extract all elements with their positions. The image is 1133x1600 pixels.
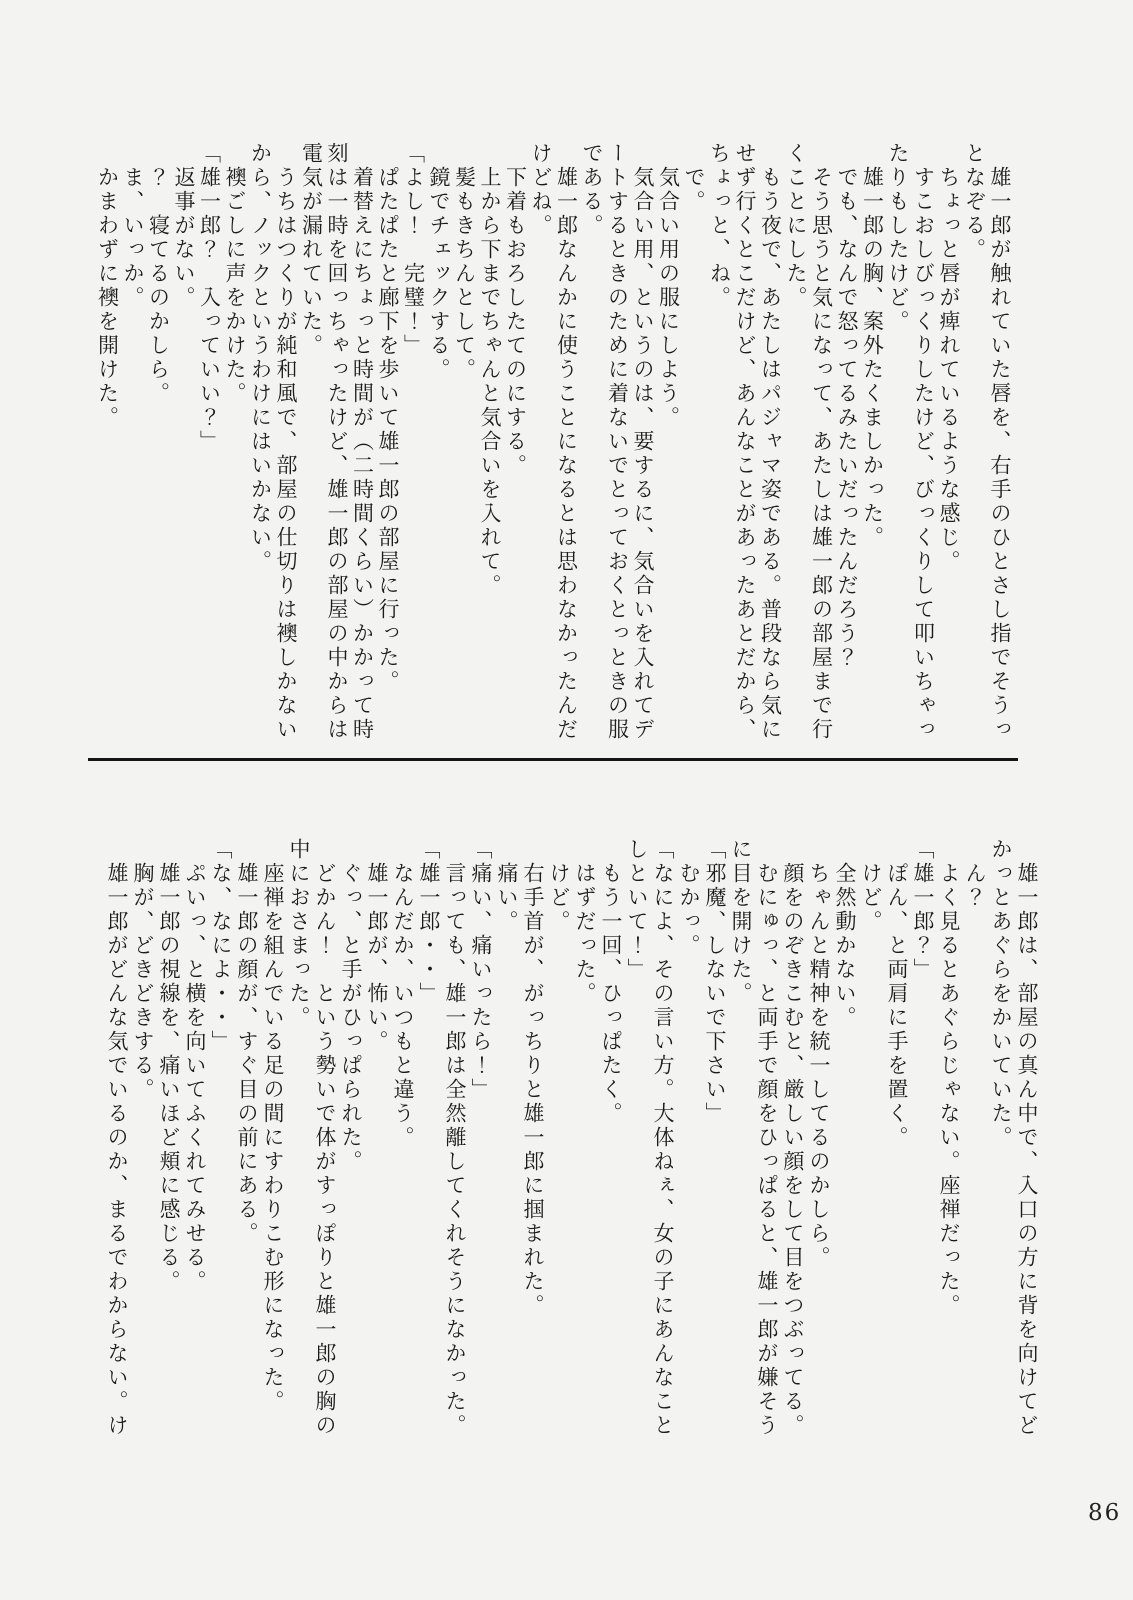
- paragraph-line: 雄一郎の視線を、痛いほど頬に感じる。: [157, 838, 181, 1294]
- paragraph-line: 着替えにちょっと時間が（二時間くらい）かかって時刻は一時を回っちゃったけど、雄一郎の部屋の中からは電気が漏れていた。: [299, 142, 375, 742]
- paragraph-line: 雄一郎が触れていた唇を、右手のひとさし指でそうっとなぞる。: [962, 142, 1012, 742]
- paragraph-line: どかん！ という勢いで体がすっぽりと雄一郎の胸の中におさまった。: [287, 838, 337, 1438]
- paragraph-line: うちはつくりが純和風で、部屋の仕切りは襖しかないから、ノックというわけにはいかない。: [248, 142, 298, 742]
- paragraph-line: 「雄一郎？ 入っていい？」: [197, 142, 222, 454]
- paragraph-line: 「な、なによ・・」: [209, 838, 233, 1054]
- paragraph-line: 痛い。: [495, 838, 519, 934]
- paragraph-line: 雄一郎なんかに使うことになるとは思わなかったんだけどね。: [529, 142, 579, 742]
- paragraph-line: そう思うと気になって、あたしは雄一郎の部屋まで行くことにした。: [784, 142, 834, 742]
- paragraph-line: けど。: [547, 838, 571, 934]
- paragraph-line: 雄一郎は、部屋の真ん中で、入口の方に背を向けてどかっとあぐらをかいていた。: [989, 838, 1039, 1438]
- paragraph-line: むかっ。: [677, 838, 701, 958]
- lower-text-block: [104, 838, 1040, 1442]
- paragraph-line: 「雄一郎・・」: [417, 838, 441, 1006]
- paragraph-line: もう一回、ひっぱたく。: [599, 838, 623, 1126]
- page-number: 86: [1088, 1500, 1122, 1526]
- upper-text-block: [94, 142, 1012, 746]
- paragraph-line: ぷいっ、と横を向いてふくれてみせる。: [183, 838, 207, 1294]
- paragraph-line: 「よし！ 完璧！」: [401, 142, 426, 358]
- paragraph-line: 「雄一郎？」: [911, 838, 935, 982]
- paragraph-line: で。: [682, 142, 706, 214]
- paragraph-line: 「邪魔、しないで下さい」: [703, 838, 727, 1126]
- paragraph-line: 顔をのぞきこむと、厳しい顔をして目をつぶってる。: [781, 838, 805, 1438]
- paragraph-line: なんだか、いつもと違う。: [391, 838, 415, 1150]
- paragraph-line: 襖ごしに声をかけた。: [223, 142, 247, 406]
- paragraph-line: 「なによ、その言い方。大体ねぇ、女の子にあんなことしといて！」: [625, 838, 675, 1438]
- paragraph-line: 座禅を組んでいる足の間にすわりこむ形になった。: [261, 838, 285, 1414]
- paragraph-line: むにゅっ、と両手で顔をひっぱると、雄一郎が嫌そうに目を開けた。: [729, 838, 779, 1438]
- paragraph-line: ま、いっか。: [121, 142, 145, 310]
- paragraph-line: 雄一郎が、怖い。: [365, 838, 389, 1054]
- paragraph-line: 気合い用、というのは、要するに、気合いを入れてデートするときのために着ないでとっておくとっときの服である。: [580, 142, 655, 742]
- paragraph-line: 右手首が、がっちりと雄一郎に掴まれた。: [521, 838, 545, 1318]
- paragraph-line: もう夜で、あたしはパジャマ姿である。普段なら気にせず行くとこだけど、あんなことがあったあとだから、ちょっと、ね。: [707, 142, 783, 742]
- paragraph-line: 気合い用の服にしよう。: [656, 142, 681, 430]
- paragraph-line: 胸が、どきどきする。: [131, 838, 155, 1102]
- paragraph-line: 髪もきちんとして。: [452, 142, 477, 382]
- paragraph-line: 下着もおろしたてのにする。: [503, 142, 528, 478]
- paragraph-line: 上から下までちゃんと気合いを入れて。: [478, 142, 502, 598]
- paragraph-line: よく見るとあぐらじゃない。座禅だった。: [937, 838, 961, 1318]
- paragraph-line: けど。: [859, 838, 883, 934]
- paragraph-line: 雄一郎の胸、案外たくましかった。: [860, 142, 885, 550]
- paragraph-line: ん？: [963, 838, 987, 910]
- paragraph-line: 雄一郎の顔が、すぐ目の前にある。: [235, 838, 259, 1246]
- paragraph-line: ちょっと唇が痺れているような感じ。: [937, 142, 961, 574]
- paragraph-line: すこおしびっくりしたけど、びっくりして叩いちゃったりもしたけど。: [886, 142, 936, 742]
- paragraph-line: 言っても、雄一郎は全然離してくれそうになかった。: [443, 838, 467, 1438]
- section-divider-rule: [88, 758, 1018, 761]
- paragraph-line: ？ 寝てるのかしら。: [146, 142, 171, 406]
- paragraph-line: ぱたぱたと廊下を歩いて雄一郎の部屋に行った。: [376, 142, 400, 694]
- paragraph-line: かまわずに襖を開けた。: [95, 142, 120, 430]
- paragraph-line: 鏡でチェックする。: [427, 142, 451, 382]
- paragraph-line: 全然動かない。: [833, 838, 857, 1030]
- paragraph-line: 雄一郎がどんな気でいるのか、まるでわからない。け: [105, 838, 129, 1438]
- paragraph-line: 「痛い、痛いったら！」: [469, 838, 493, 1102]
- paragraph-line: ぽん、と両肩に手を置く。: [885, 838, 909, 1150]
- paragraph-line: ちゃんと精神を統一してるのかしら。: [807, 838, 831, 1270]
- paragraph-line: はずだった。: [573, 838, 597, 1006]
- paragraph-line: でも、なんで怒ってるみたいだったんだろう？: [835, 142, 859, 670]
- paragraph-line: 返事がない。: [172, 142, 196, 310]
- paragraph-line: ぐっ、と手がひっぱられた。: [339, 838, 363, 1174]
